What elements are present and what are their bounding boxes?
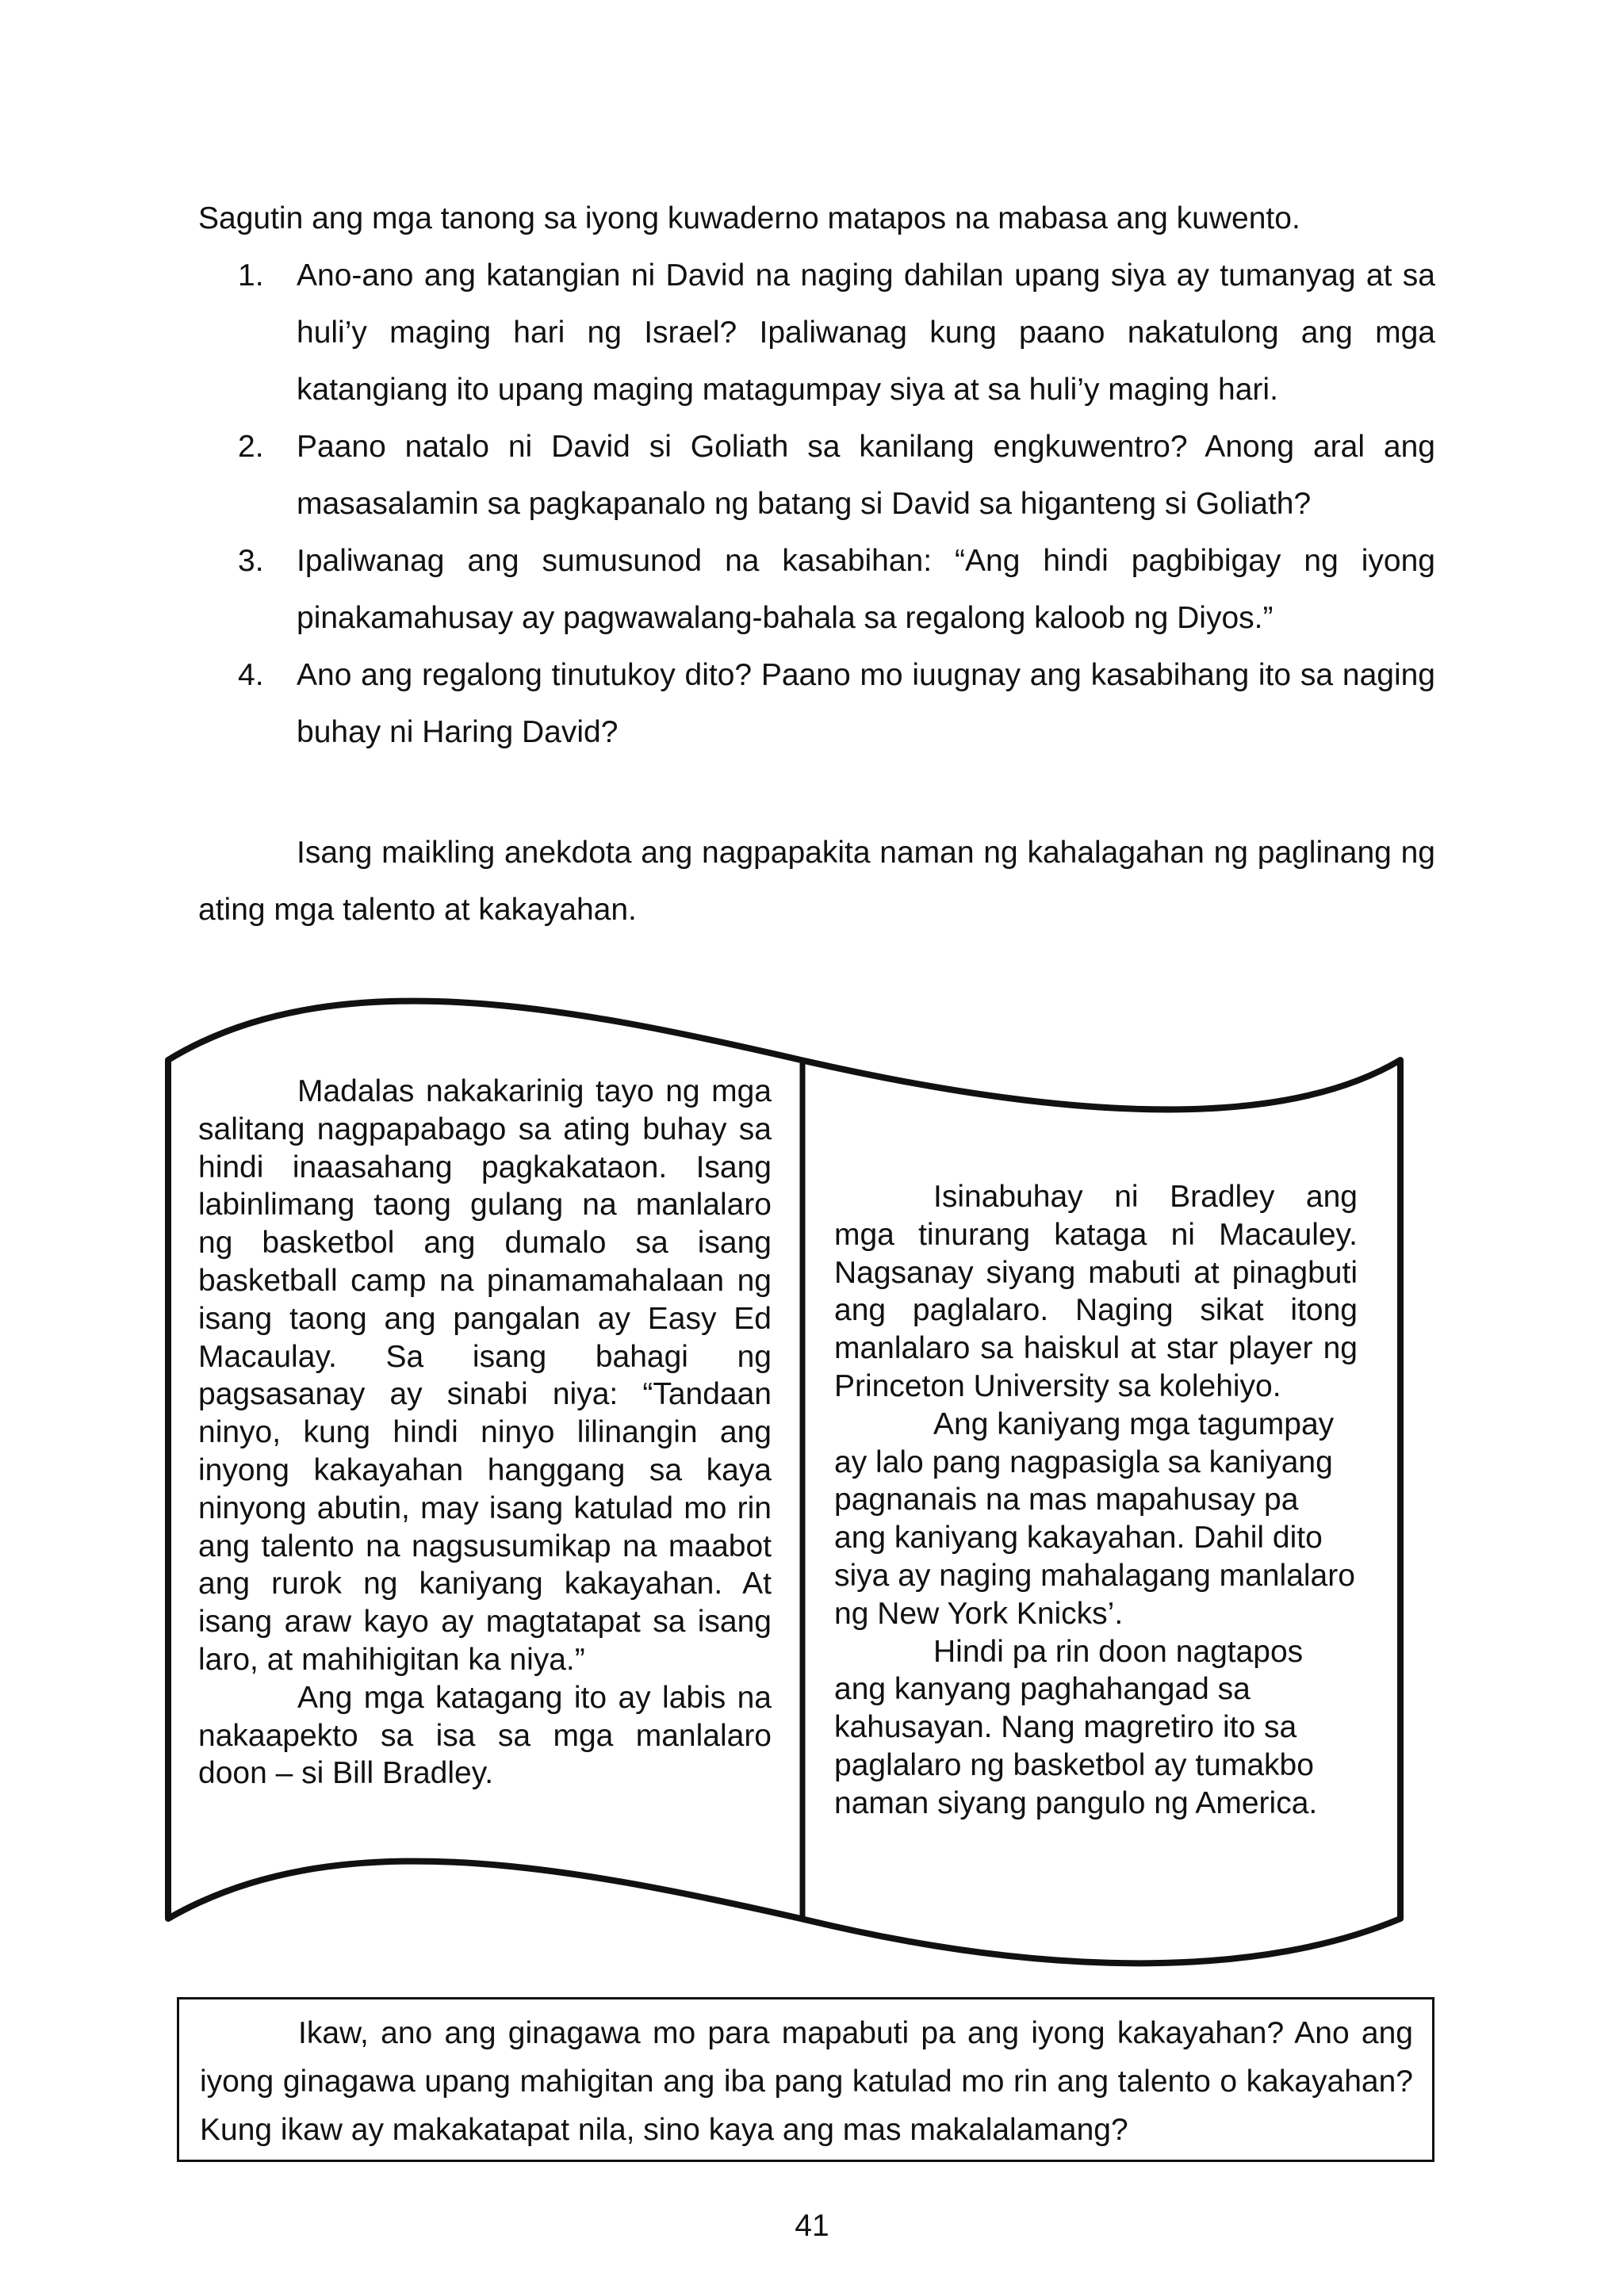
reflection-box — [177, 1997, 1434, 2162]
question-number: 2. — [238, 430, 264, 464]
question-text: Paano natalo ni David si Goliath sa kanilang engkuwentro? Anong aral ang masasalamin sa pagkapanalo ng batang si David sa higanteng si Goliath? — [297, 430, 1435, 521]
left-paragraph: Ang mga katagang ito ay labis na nakaapekto sa isa sa mga manlalaro doon – si Bill Bradley. — [198, 1680, 772, 1791]
scroll-left-column — [198, 1073, 772, 1793]
right-paragraph: Ang kaniyang mga tagumpay ay lalo pang nagpasigla sa kaniyang pagnanais na mas mapahusay pa ang kaniyang kakayahan. Dahil dito siya ay naging mahalagang manlalaro ng New York Knicks’. — [834, 1406, 1355, 1631]
left-paragraph: Madalas nakakarinig tayo ng mga salitang nagpapabago sa ating buhay sa hindi inaasahang pagkakataon. Isang labinlimang taong gulang na manlalaro ng basketbol ang dumalo sa isang basketball camp na pinamamahalaan ng isang taong ang pangalan ay Easy Ed Macaulay. Sa isang bahagi ng pagsasanay ay sinabi niya: “Tandaan ninyo, kung hindi ninyo lilinangin ang inyong kakayahan hanggang sa kaya ninyong abutin, may isang katulad mo rin ang talento na nagsusumikap na maabot ang rurok ng kaniyang kakayahan. At isang araw kayo ay magtatapat sa isang laro, at mahihigitan ka niya.” — [198, 1074, 772, 1677]
question-number: 1. — [238, 258, 264, 293]
reflection-text: Ikaw, ano ang ginagawa mo para mapabuti pa ang iyong kakayahan? Ano ang iyong ginagawa upang mahigitan ang iba pang katulad mo rin ang talento o kakayahan? Kung ikaw ay makakatapat nila, sino kaya ang mas makalalamang? — [200, 2016, 1413, 2147]
right-paragraph: Isinabuhay ni Bradley ang mga tinurang kataga ni Macauley. Nagsanay siyang mabuti at pinagbuti ang paglalaro. Naging sikat itong manlalaro sa haiskul at star player ng Princeton University sa kolehiyo. — [834, 1180, 1358, 1403]
scroll-right-column — [834, 1178, 1358, 1823]
anecdote-intro: Isang maikling anekdota ang nagpapakita naman ng kahalagahan ng paglinang ng ating mga talento at kakayahan. — [198, 836, 1435, 927]
question-item — [198, 247, 1435, 419]
page-number: 41 — [795, 2209, 829, 2243]
question-item — [198, 419, 1435, 533]
question-text: Ano-ano ang katangian ni David na naging dahilan upang siya ay tumanyag at sa huli’y maging hari ng Israel? Ipaliwanag kung paano nakatulong ang mga katangiang ito upang maging matagumpay siya at sa huli’y maging hari. — [297, 258, 1435, 407]
instructions-text: Sagutin ang mga tanong sa iyong kuwaderno matapos na mabasa ang kuwento. — [198, 201, 1300, 235]
question-item — [198, 533, 1435, 647]
question-list — [198, 247, 1435, 761]
question-text: Ano ang regalong tinutukoy dito? Paano mo iuugnay ang kasabihang ito sa naging buhay ni Haring David? — [297, 658, 1435, 749]
question-text: Ipaliwanag ang sumusunod na kasabihan: “Ang hindi pagbibigay ng iyong pinakamahusay ay pagwawalang-bahala sa regalong kaloob ng Diyos.” — [297, 544, 1435, 635]
question-number: 3. — [238, 544, 264, 578]
question-item — [198, 647, 1435, 761]
right-paragraph: Hindi pa rin doon nagtapos ang kanyang paghahangad sa kahusayan. Nang magretiro ito sa paglalaro ng basketbol ay tumakbo naman siyang pangulo ng America. — [834, 1634, 1318, 1820]
question-number: 4. — [238, 658, 264, 692]
